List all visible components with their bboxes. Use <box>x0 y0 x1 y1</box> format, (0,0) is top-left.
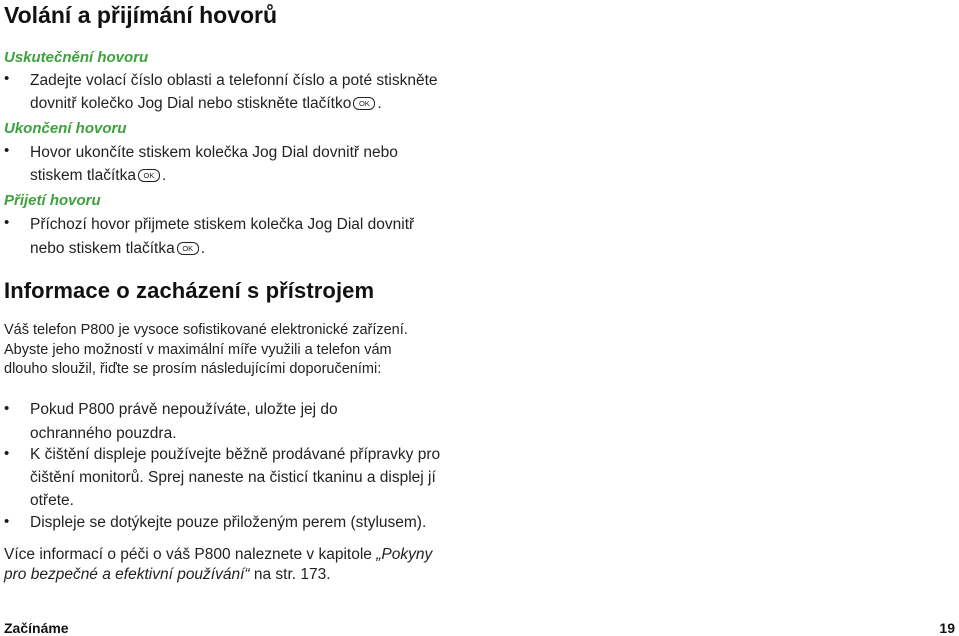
more-info-line-2 <box>4 563 331 586</box>
care-item-2-line-1: K čištění displeje používejte běžně prodávané přípravky pro <box>30 446 441 463</box>
care-item-2-line-2: čištění monitorů. Sprej naneste na čisticí tkaninu a displej jí <box>30 469 436 486</box>
care-item-2-line-3: otřete. <box>30 492 74 509</box>
end-line-2 <box>30 164 166 187</box>
care-item-1-line-2: ochranného pouzdra. <box>30 425 177 442</box>
footer-section-label: Začínáme <box>4 620 69 636</box>
answer-line-1: Příchozí hovor přijmete stiskem kolečka Jog Dial dovnitř <box>30 216 415 233</box>
section-heading-end-call: Ukončení hovoru <box>4 120 127 137</box>
page-number: 19 <box>939 620 955 636</box>
answer-line-2-text: nebo stiskem tlačítka <box>30 240 175 257</box>
bullet: • <box>4 70 10 87</box>
care-item-1-line-1: Pokud P800 právě nepoužíváte, uložte jej do <box>30 401 338 418</box>
bullet: • <box>4 400 10 417</box>
more-info-prefix: Více informací o péči o váš P800 naleznete v kapitole <box>4 546 377 563</box>
bullet: • <box>4 513 10 530</box>
period: . <box>200 240 206 257</box>
care-intro-line-1: Váš telefon P800 je vysoce sofistikované elektronické zařízení. <box>4 322 408 338</box>
page-title: Volání a přijímání hovorů <box>4 2 278 28</box>
ok-key-icon: OK <box>138 169 160 182</box>
section-heading-answer-call: Přijetí hovoru <box>4 192 101 209</box>
call-line-2-text: dovnitř kolečko Jog Dial nebo stiskněte tlačítko <box>30 95 352 112</box>
end-line-2-text: stiskem tlačítka <box>30 167 136 184</box>
call-line-2 <box>30 92 382 115</box>
bullet: • <box>4 142 10 159</box>
ok-key-icon: OK <box>177 242 199 255</box>
call-line-1: Zadejte volací číslo oblasti a telefonní číslo a poté stiskněte <box>30 72 438 89</box>
care-item-3-line-1: Displeje se dotýkejte pouze přiloženým perem (stylusem). <box>30 514 427 531</box>
care-intro-line-2: Abyste jeho možností v maximální míře využili a telefon vám <box>4 342 392 358</box>
chapter-reference[interactable]: „Pokyny <box>376 546 433 563</box>
period: . <box>161 167 167 184</box>
answer-line-2 <box>30 237 205 260</box>
chapter-reference-cont[interactable]: pro bezpečné a efektivní používání“ <box>4 566 250 583</box>
section-heading-call: Uskutečnění hovoru <box>4 49 149 66</box>
care-intro-line-3: dlouho sloužil, řiďte se prosím následujícími doporučeními: <box>4 361 382 377</box>
bullet: • <box>4 214 10 231</box>
care-heading: Informace o zacházení s přístrojem <box>4 278 375 303</box>
more-info-suffix: na str. 173. <box>249 566 331 583</box>
bullet: • <box>4 445 10 462</box>
end-line-1: Hovor ukončíte stiskem kolečka Jog Dial dovnitř nebo <box>30 144 398 161</box>
ok-key-icon: OK <box>353 97 375 110</box>
period: . <box>377 95 382 112</box>
